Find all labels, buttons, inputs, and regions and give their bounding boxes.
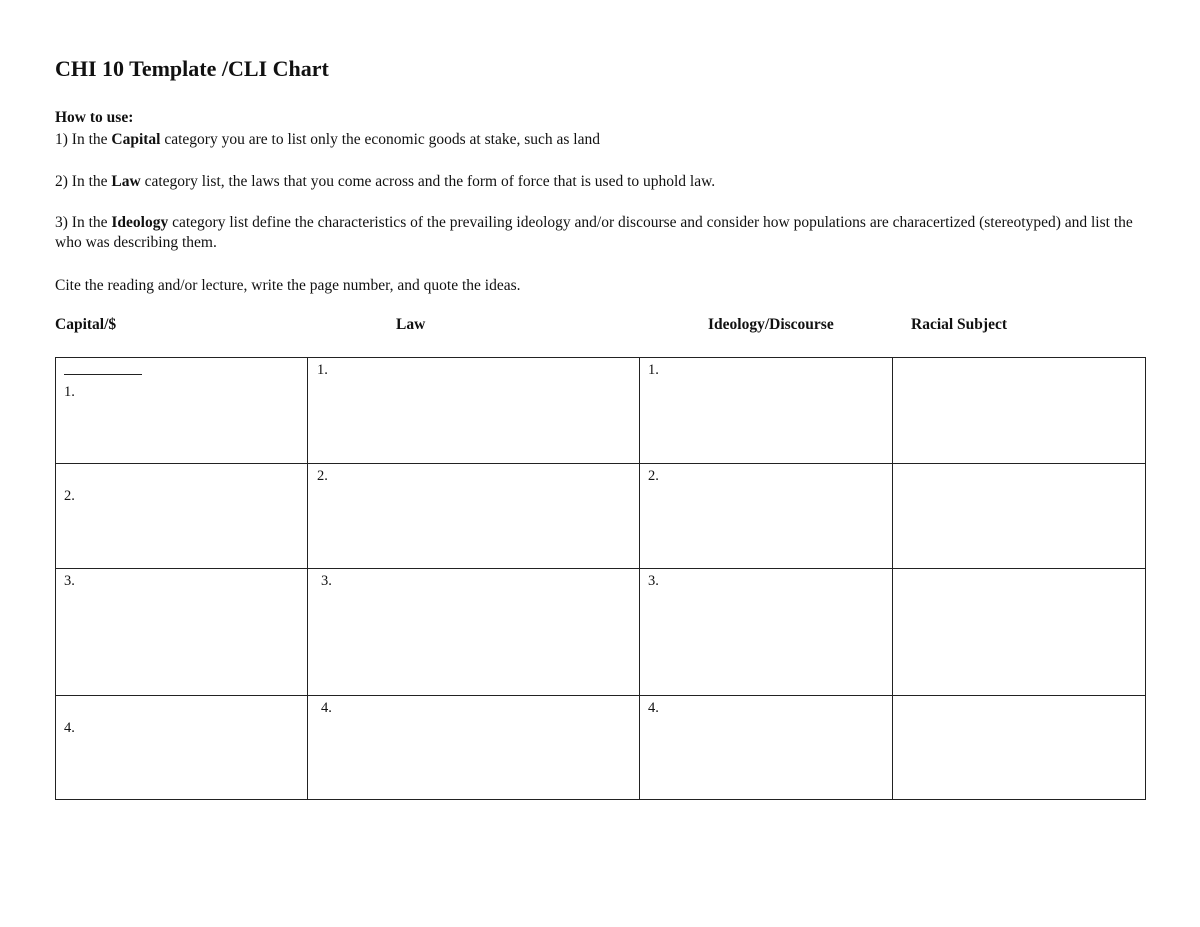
table-row bbox=[56, 696, 1146, 800]
how-to-use-label: How to use: bbox=[55, 109, 134, 126]
instruction-capital bbox=[55, 130, 600, 150]
racial-subject-cell[interactable] bbox=[893, 358, 1146, 464]
page-title: CHI 10 Template /CLI Chart bbox=[55, 56, 329, 81]
ideology-number: 3. bbox=[648, 573, 659, 589]
cli-chart-table bbox=[55, 357, 1146, 800]
capital-cell[interactable] bbox=[56, 464, 308, 569]
racial-subject-cell[interactable] bbox=[893, 569, 1146, 696]
ideology-number: 4. bbox=[648, 700, 659, 716]
instruction-prefix: 3) In the bbox=[55, 214, 112, 231]
instruction-prefix: 1) In the bbox=[55, 131, 112, 148]
table-row bbox=[56, 358, 1146, 464]
blank-underline bbox=[64, 374, 142, 375]
column-header-racial-subject: Racial Subject bbox=[911, 316, 1008, 333]
capital-cell[interactable] bbox=[56, 569, 308, 696]
capital-number: 2. bbox=[64, 488, 75, 504]
capital-number: 4. bbox=[64, 720, 75, 736]
instruction-prefix: 2) In the bbox=[55, 173, 112, 190]
instruction-suffix: category list define the characteristics of the prevailing ideology and/or discourse and consider how populations are characertized (stereotyped) and list the who was describing them. bbox=[55, 214, 1133, 251]
capital-number: 1. bbox=[64, 384, 75, 400]
capital-cell[interactable] bbox=[56, 696, 308, 800]
racial-subject-cell[interactable] bbox=[893, 696, 1146, 800]
ideology-number: 2. bbox=[648, 468, 659, 484]
table-row bbox=[56, 464, 1146, 569]
law-number: 1. bbox=[317, 362, 328, 378]
ideology-number: 1. bbox=[648, 362, 659, 378]
column-header-capital: Capital/$ bbox=[55, 316, 117, 333]
ideology-cell[interactable] bbox=[640, 464, 893, 569]
instruction-keyword: Law bbox=[111, 173, 141, 190]
column-header-law: Law bbox=[396, 316, 426, 333]
ideology-cell[interactable] bbox=[640, 696, 893, 800]
ideology-cell[interactable] bbox=[640, 569, 893, 696]
column-header-ideology: Ideology/Discourse bbox=[708, 316, 834, 333]
instruction-keyword: Capital bbox=[111, 131, 161, 148]
ideology-cell[interactable] bbox=[640, 358, 893, 464]
instruction-keyword: Ideology bbox=[111, 214, 169, 231]
cite-note: Cite the reading and/or lecture, write the page number, and quote the ideas. bbox=[55, 277, 521, 294]
table-row bbox=[56, 569, 1146, 696]
instruction-suffix: category you are to list only the economic goods at stake, such as land bbox=[160, 131, 600, 148]
instruction-ideology bbox=[55, 213, 1145, 253]
law-cell[interactable] bbox=[308, 464, 640, 569]
law-cell[interactable] bbox=[308, 569, 640, 696]
law-cell[interactable] bbox=[308, 358, 640, 464]
law-number: 4. bbox=[321, 700, 332, 716]
instruction-suffix: category list, the laws that you come across and the form of force that is used to uphold law. bbox=[140, 173, 716, 190]
law-cell[interactable] bbox=[308, 696, 640, 800]
law-number: 2. bbox=[317, 468, 328, 484]
capital-cell[interactable] bbox=[56, 358, 308, 464]
capital-number: 3. bbox=[64, 573, 75, 589]
law-number: 3. bbox=[321, 573, 332, 589]
instruction-law bbox=[55, 172, 715, 192]
racial-subject-cell[interactable] bbox=[893, 464, 1146, 569]
